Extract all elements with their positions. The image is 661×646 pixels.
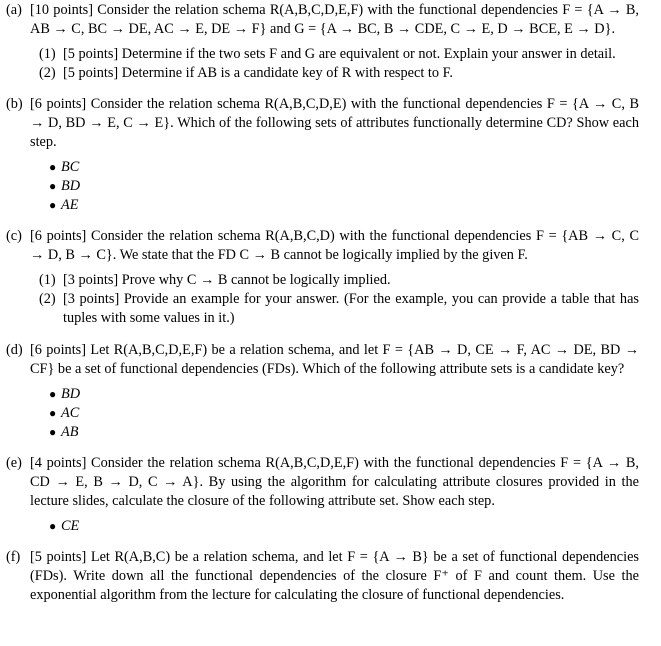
option-text: AC bbox=[61, 405, 80, 421]
question-body bbox=[30, 548, 639, 605]
option-list bbox=[30, 517, 639, 536]
question-a bbox=[6, 1, 639, 83]
question-b bbox=[6, 95, 639, 215]
subpart-number: (1) bbox=[39, 46, 56, 62]
bullet-icon: ● bbox=[49, 387, 57, 401]
bullet-icon: ● bbox=[49, 519, 57, 533]
subpart-text: [3 points] Provide an example for your answer. (For the example, you can provide a table that has tuples with some values in it.) bbox=[63, 291, 639, 326]
subpart-list bbox=[30, 271, 639, 328]
option-text: BD bbox=[61, 178, 81, 194]
question-text: [5 points] Let R(A,B,C) be a relation schema, and let F = {A → B} be a set of functional dependencies (FDs). Write down all the functional dependencies of the closure F⁺ of F and count them. Use the exponential algorithm from the lecture for calculating the closure of functional dependencies. bbox=[30, 549, 639, 603]
question-e bbox=[6, 454, 639, 536]
question-text: [4 points] Consider the relation schema R(A,B,C,D,E,F) with the functional dependencies F = {A → B, CD → E, B → D, C → A}. By using the algorithm for calculating attribute closures provided in the lecture slides, calculate the closure of the following attribute set. Show each step. bbox=[30, 455, 639, 509]
question-c bbox=[6, 227, 639, 328]
question-body bbox=[30, 95, 639, 215]
bullet-icon: ● bbox=[49, 425, 57, 439]
subpart-item bbox=[39, 64, 639, 83]
option-text: BD bbox=[61, 386, 81, 402]
subpart-list bbox=[30, 45, 639, 83]
question-label: (e) bbox=[6, 455, 22, 471]
question-body bbox=[30, 227, 639, 328]
question-body bbox=[30, 1, 639, 83]
subpart-text: [5 points] Determine if the two sets F and G are equivalent or not. Explain your answer in detail. bbox=[63, 46, 616, 62]
subpart-text: [3 points] Prove why C → B cannot be logically implied. bbox=[63, 272, 391, 288]
option-item bbox=[49, 404, 639, 423]
subpart-item bbox=[39, 290, 639, 328]
option-item bbox=[49, 158, 639, 177]
bullet-icon: ● bbox=[49, 198, 57, 212]
bullet-icon: ● bbox=[49, 160, 57, 174]
option-text: AE bbox=[61, 197, 79, 213]
bullet-icon: ● bbox=[49, 406, 57, 420]
subpart-text: [5 points] Determine if AB is a candidate key of R with respect to F. bbox=[63, 65, 453, 81]
option-list bbox=[30, 385, 639, 442]
question-label: (d) bbox=[6, 342, 23, 358]
question-f bbox=[6, 548, 639, 605]
question-text: [10 points] Consider the relation schema R(A,B,C,D,E,F) with the functional dependencies F = {A → B, AB → C, BC → DE, AC → E, DE → F} and G = {A → BC, B → CDE, C → E, D → BCE, E → D}. bbox=[30, 2, 639, 37]
question-body bbox=[30, 341, 639, 442]
option-text: AB bbox=[61, 424, 79, 440]
question-label: (f) bbox=[6, 549, 21, 565]
question-label: (b) bbox=[6, 96, 23, 112]
bullet-icon: ● bbox=[49, 179, 57, 193]
option-item bbox=[49, 385, 639, 404]
option-item bbox=[49, 517, 639, 536]
exam-page bbox=[0, 1, 661, 646]
option-item bbox=[49, 196, 639, 215]
question-text: [6 points] Consider the relation schema R(A,B,C,D,E) with the functional dependencies F = {A → C, B → D, BD → E, C → E}. Which of the following sets of attributes functionally determine CD? Show each step. bbox=[30, 96, 639, 150]
question-label: (c) bbox=[6, 228, 22, 244]
subpart-number: (2) bbox=[39, 291, 56, 307]
subpart-number: (2) bbox=[39, 65, 56, 81]
option-text: BC bbox=[61, 159, 80, 175]
question-body bbox=[30, 454, 639, 536]
option-text: CE bbox=[61, 518, 80, 534]
question-text: [6 points] Let R(A,B,C,D,E,F) be a relation schema, and let F = {AB → D, CE → F, AC → DE, BD → CF} be a set of functional dependencies (FDs). Which of the following attribute sets is a candidate key? bbox=[30, 342, 639, 377]
option-item bbox=[49, 177, 639, 196]
subpart-item bbox=[39, 45, 639, 64]
subpart-number: (1) bbox=[39, 272, 56, 288]
subpart-item bbox=[39, 271, 639, 290]
question-label: (a) bbox=[6, 2, 22, 18]
question-text: [6 points] Consider the relation schema R(A,B,C,D) with the functional dependencies F = {AB → C, C → D, B → C}. We state that the FD C → B cannot be logically implied by the given F. bbox=[30, 228, 639, 263]
option-list bbox=[30, 158, 639, 215]
question-d bbox=[6, 341, 639, 442]
option-item bbox=[49, 423, 639, 442]
